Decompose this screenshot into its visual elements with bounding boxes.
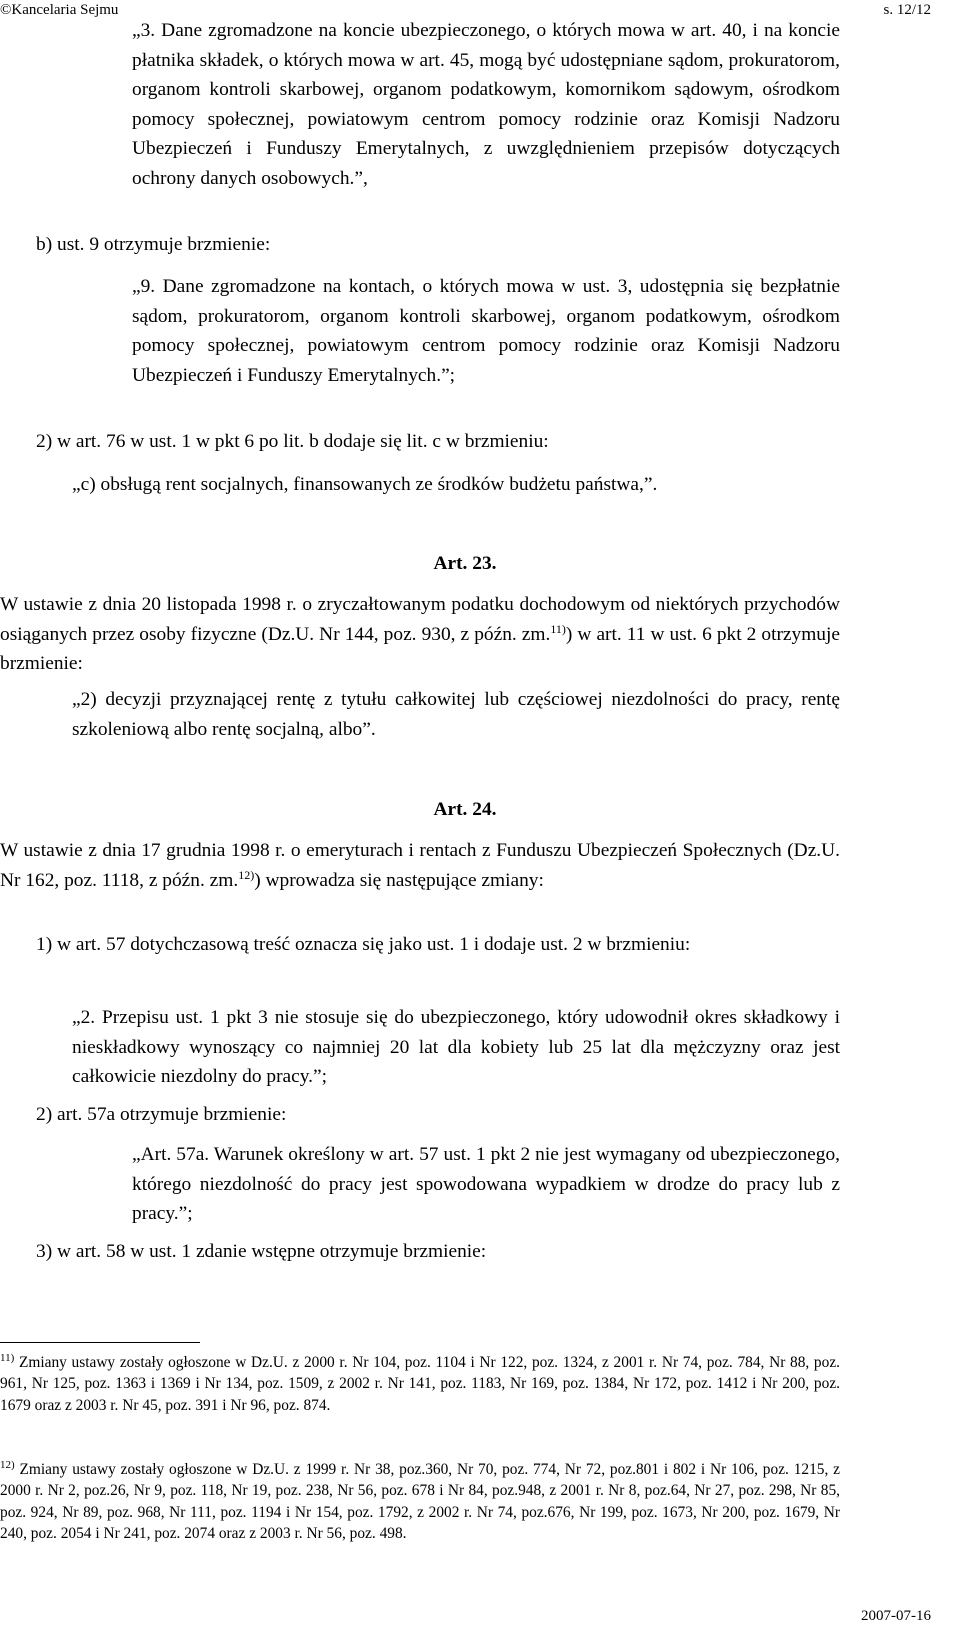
quoted-paragraph-3: „3. Dane zgromadzone na koncie ubezpieczonego, o których mowa w art. 40, i na koncie płatnika składek, o których mowa w art. 45, mogą być udostępniane sądom, prokuratorom, organom kontroli skarbowej, organom podatkowym, komornikom sądowym, ośrodkom pomocy społecznej, powiatowym centrom pomocy rodzinie oraz Komisji Nadzoru Ubezpieczeń i Funduszy Emerytalnych, z uwzględnieniem przepisów dotyczących ochrony danych osobowych.”, (132, 20, 840, 189)
item-2-art-57a: 2) art. 57a otrzymuje brzmienie: (36, 1104, 287, 1125)
footnote-separator (0, 1342, 200, 1343)
quoted-paragraph-9: „9. Dane zgromadzone na kontach, o których mowa w ust. 3, udostępnia się bezpłatnie sądom, prokuratorom, organom kontroli skarbowej, organom podatkowym, ośrodkom pomocy społecznej, powiatowym centrom pomocy rodzinie oraz Komisji Nadzoru Ubezpieczeń i Funduszy Emerytalnych.”; (132, 276, 840, 386)
quoted-art-57a: „Art. 57a. Warunek określony w art. 57 ust. 1 pkt 2 nie jest wymagany od ubezpieczonego, którego niezdolność do pracy jest spowodowana wypadkiem w drodze do pracy lub z pracy.”; (132, 1144, 840, 1225)
art-24-intro (0, 836, 840, 895)
footer-date: 2007-07-16 (861, 1608, 931, 1624)
footnote-12 (0, 1459, 840, 1544)
item-3-art-58: 3) w art. 58 w ust. 1 zdanie wstępne otrzymuje brzmienie: (36, 1241, 487, 1262)
art-24-intro-text: W ustawie z dnia 17 grudnia 1998 r. o emeryturach i rentach z Funduszu Ubezpieczeń Społecznych (Dz.U. Nr 162, poz. 1118, z późn. zm. (0, 840, 840, 891)
footnote-12-marker: 12) (0, 1459, 15, 1471)
art-23-quoted-point: „2) decyzji przyznającej rentę z tytułu całkowitej lub częściowej niezdolności do pracy, rentę szkoleniową albo rentę socjalną, albo”. (72, 689, 840, 740)
footnote-12-text: Zmiany ustawy zostały ogłoszone w Dz.U. z 1999 r. Nr 38, poz.360, Nr 70, poz. 774, Nr 72, poz.801 i 802 i Nr 106, poz. 1215, z 2000 r. Nr 2, poz.26, Nr 9, poz. 118, Nr 19, poz. 238, Nr 56, poz. 678 i Nr 84, poz.948, z 2001 r. Nr 8, poz.64, Nr 27, poz. 298, Nr 85, poz. 924, Nr 89, poz. 968, Nr 111, poz. 1194 i Nr 154, poz. 1792, z 2002 r. Nr 74, poz.676, Nr 199, poz. 1673, Nr 200, poz. 1679, Nr 240, poz. 2054 i Nr 241, poz. 2074 oraz z 2003 r. Nr 56, poz. 498. (0, 1461, 840, 1542)
footnote-11-marker: 11) (0, 1352, 15, 1364)
art-23-intro (0, 590, 840, 679)
art-23-intro-tail: ) w art. 11 w ust. 6 pkt 2 otrzymuje brzmienie: (0, 623, 840, 675)
footnote-11 (0, 1352, 840, 1416)
quoted-litera-c: „c) obsługą rent socjalnych, finansowanych ze środków budżetu państwa,”. (72, 474, 658, 495)
footnote-ref-11[interactable]: 11) (550, 621, 566, 636)
art-24-heading: Art. 24. (433, 799, 497, 820)
footnote-11-text: Zmiany ustawy zostały ogłoszone w Dz.U. z 2000 r. Nr 104, poz. 1104 i Nr 122, poz. 1324, z 2001 r. Nr 74, poz. 784, Nr 88, poz. 961, Nr 125, poz. 1363 i 1369 i Nr 134, poz. 1509, z 2002 r. Nr 141, poz. 1183, Nr 169, poz. 1384, Nr 172, poz. 1412 i Nr 200, poz. 1679 oraz z 2003 r. Nr 45, poz. 391 i Nr 96, poz. 874. (0, 1354, 841, 1414)
item-1-art-57: 1) w art. 57 dotychczasową treść oznacza się jako ust. 1 i dodaje ust. 2 w brzmieniu: (36, 934, 691, 955)
page-number: s. 12/12 (883, 2, 931, 18)
art-23-intro-text: W ustawie z dnia 20 listopada 1998 r. o zryczałtowanym podatku dochodowym od niektórych przychodów osiąganych przez osoby fizyczne (Dz.U. Nr 144, poz. 930, z późn. zm. (0, 594, 840, 645)
art-23-heading: Art. 23. (433, 553, 497, 574)
art-24-intro-tail: ) wprowadza się następujące zmiany: (254, 869, 544, 891)
page-header-source: ©Kancelaria Sejmu (0, 2, 119, 18)
item-b-ust-9: b) ust. 9 otrzymuje brzmienie: (36, 234, 271, 255)
quoted-przepisu-ust-1: „2. Przepisu ust. 1 pkt 3 nie stosuje się do ubezpieczonego, który udowodnił okres składkowy i nieskładkowy wynoszący co najmniej 20 lat dla kobiety lub 25 lat dla mężczyzny oraz jest całkowicie niezdolny do pracy.”; (72, 1007, 840, 1088)
footnote-ref-12[interactable]: 12) (238, 867, 255, 882)
item-2-art-76: 2) w art. 76 w ust. 1 w pkt 6 po lit. b dodaje się lit. c w brzmieniu: (36, 431, 549, 452)
